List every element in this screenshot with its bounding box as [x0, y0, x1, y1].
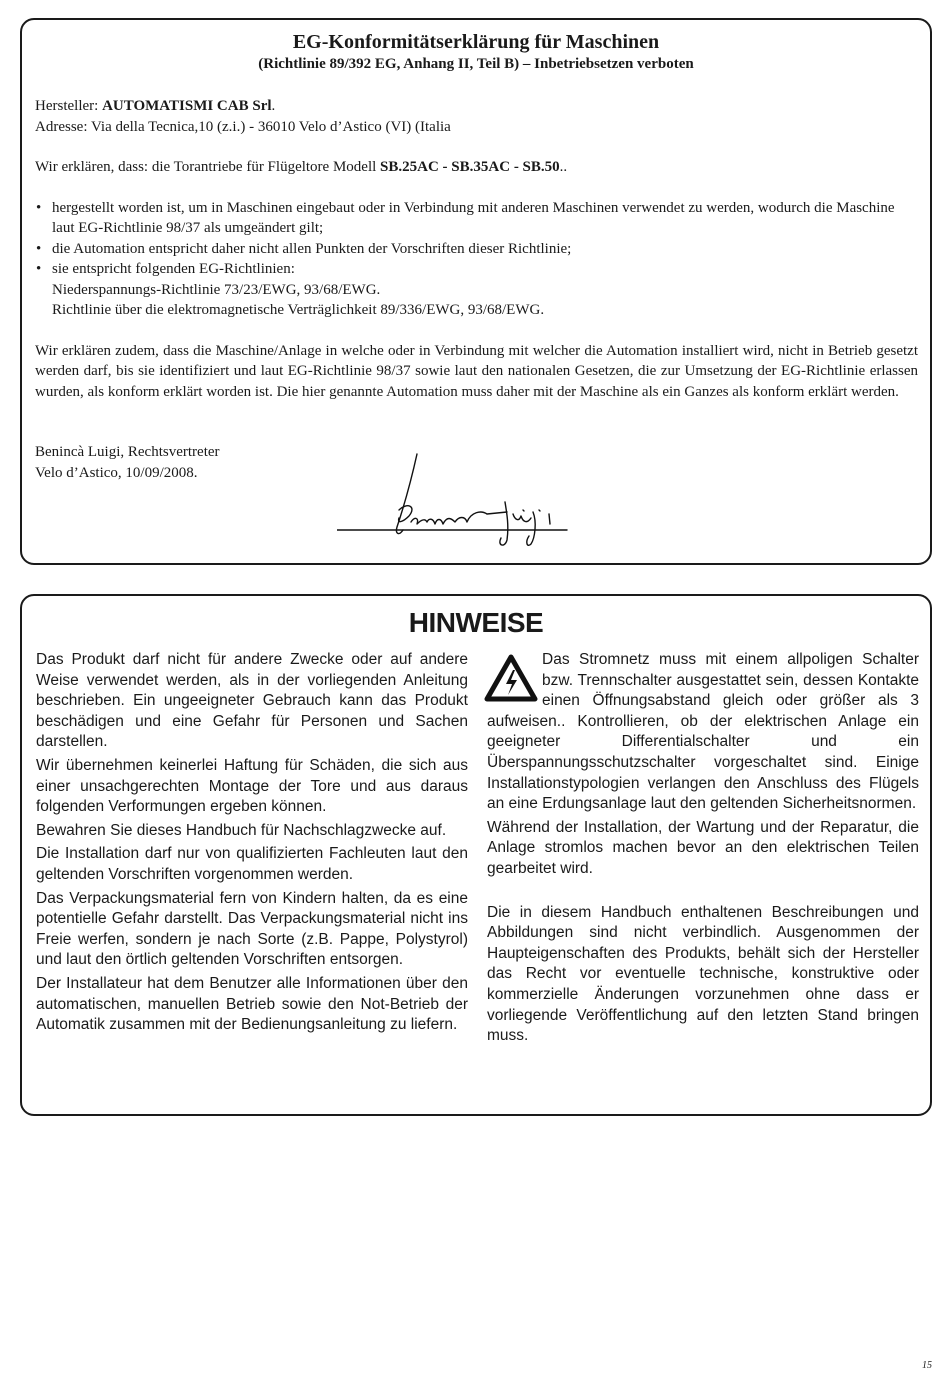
- further-declaration: Wir erklären zudem, dass die Maschine/Anlage in welche oder in Verbindung mit welcher die Automation installiert wird, nicht in Betrieb gesetzt werden darf, bis sie identifiziert und laut EG-Richtlinie 98/37 sowie laut den nationalen Gesetzen, die zur Umsetzung der EG-Richtlinie erlassen wurden, als konform erklärt worden ist. Die hier genannte Automation muss daher mit der Maschine als ein Ganzes als konform erklärt werden.: [35, 342, 918, 400]
- handwritten-signature: [337, 452, 577, 552]
- high-voltage-warning-icon: [484, 654, 538, 702]
- manufacturer-line: [35, 96, 918, 117]
- model-list: SB.25AC - SB.35AC - SB.50: [380, 159, 560, 175]
- notes-title: HINWEISE: [408, 607, 544, 638]
- note-paragraph: Die in diesem Handbuch enthaltenen Beschreibungen und Abbildungen sind nicht verbindlich. Ausgenommen der Haupteigenschaften des Produkts, behält sich der Hersteller das Recht vor eventuelle technische, konstruktive oder kommerzielle Änderungen vorzunehmen ohne dass er vorliegende Veröffentlichung auf den letzten Stand bringen muss.: [487, 903, 919, 1045]
- notes-box: [20, 594, 932, 1116]
- note-paragraph: Der Installateur hat dem Benutzer alle Informationen über den automatischen, manuellen Betrieb sowie den Not-Betrieb der Automatik zusammen mit der Bedienungsanleitung zu liefern.: [36, 974, 468, 1034]
- manufacturer-name: AUTOMATISMI CAB Srl: [102, 98, 272, 114]
- bullet-item: • die Automation entspricht daher nicht allen Punkten der Vorschriften dieser Richtlinie;: [35, 239, 918, 260]
- address-line: Adresse: Via della Tecnica,10 (z.i.) - 36010 Velo d’Astico (VI) (Italia: [35, 118, 451, 135]
- notes-right-column: [487, 650, 919, 1050]
- conformity-bullets: [35, 198, 918, 280]
- bullet-item: • hergestellt worden ist, um in Maschinen eingebaut oder in Verbindung mit anderen Maschinen verwendet zu werden, wodurch die Maschine laut EG-Richtlinie 98/37 als umgeändert gilt;: [35, 198, 918, 239]
- declaration-box: [20, 18, 932, 565]
- notes-left-column: [36, 650, 468, 1039]
- manufacturer-label: Hersteller:: [35, 98, 103, 114]
- note-paragraph: Bewahren Sie dieses Handbuch für Nachschlagzwecke auf.: [36, 821, 447, 839]
- note-paragraph: Das Verpackungsmaterial fern von Kindern halten, da es eine potentielle Gefahr darstellt. Das Verpackungsmaterial nicht ins Freie werfen, sondern je nach Sorte (z.B. Pappe, Polystyrol) und laut den örtlich geltenden Vorschriften entsorgen.: [36, 889, 468, 969]
- page-number: 15: [922, 1360, 932, 1371]
- note-paragraph: Wir übernehmen keinerlei Haftung für Schäden, die sich aus einer unsachgerechten Montage der Tore und aus daraus folgenden Verformungen ergeben können.: [36, 756, 468, 816]
- directive-line: Niederspannungs-Richtlinie 73/23/EWG, 93/68/EWG.: [52, 281, 381, 298]
- note-paragraph: Die Installation darf nur von qualifizierten Fachleuten laut den geltenden Vorschriften vorgenommen werden.: [36, 845, 468, 883]
- declare-suffix: ..: [559, 159, 568, 175]
- directive-line: Richtlinie über die elektromagnetische Verträglichkeit 89/336/EWG, 93/68/EWG.: [52, 302, 545, 318]
- note-paragraph: Während der Installation, der Wartung und der Reparatur, die Anlage stromlos machen bevor an den elektrischen Teilen gearbeitet wird.: [487, 818, 919, 877]
- declare-prefix: Wir erklären, dass: die Torantriebe für Flügeltore Modell: [35, 159, 381, 175]
- place-date: Velo d’Astico, 10/09/2008.: [35, 464, 198, 481]
- note-paragraph: Das Stromnetz muss mit einem allpoligen Schalter bzw. Trennschalter ausgestattet sein, dessen Kontakte einen Öffnungsabstand gleich oder größer als 3 aufweisen.. Kontrollieren, ob der elektrischen Anlage ein geeigneter Differentialschalter und ein Überspannungsschutzschalter vorgeschaltet sind. Einige Installationstypologien verlangen den Anschluss des Flügels an eine Erdungsanlage laut den geltenden Sicherheitsnormen.: [487, 651, 919, 813]
- manufacturer-suffix: .: [271, 98, 276, 114]
- declaration-title: EG-Konformitätserklärung für Maschinen: [292, 31, 660, 53]
- declaration-body: [35, 96, 918, 483]
- bullet-item: • sie entspricht folgenden EG-Richtlinien:: [35, 259, 918, 280]
- note-paragraph: Das Produkt darf nicht für andere Zwecke oder auf andere Weise verwendet werden, als in der vorliegenden Anleitung beschrieben. Ein ungeeigneter Gebrauch kann das Produkt beschädigen und eine Gefahr für Personen und Sachen darstellen.: [36, 651, 468, 751]
- signatory: Benincà Luigi, Rechtsvertreter: [35, 444, 220, 460]
- declaration-subtitle: (Richtlinie 89/392 EG, Anhang II, Teil B) – Inbetriebsetzen verboten: [258, 56, 694, 72]
- declare-line: [35, 157, 918, 178]
